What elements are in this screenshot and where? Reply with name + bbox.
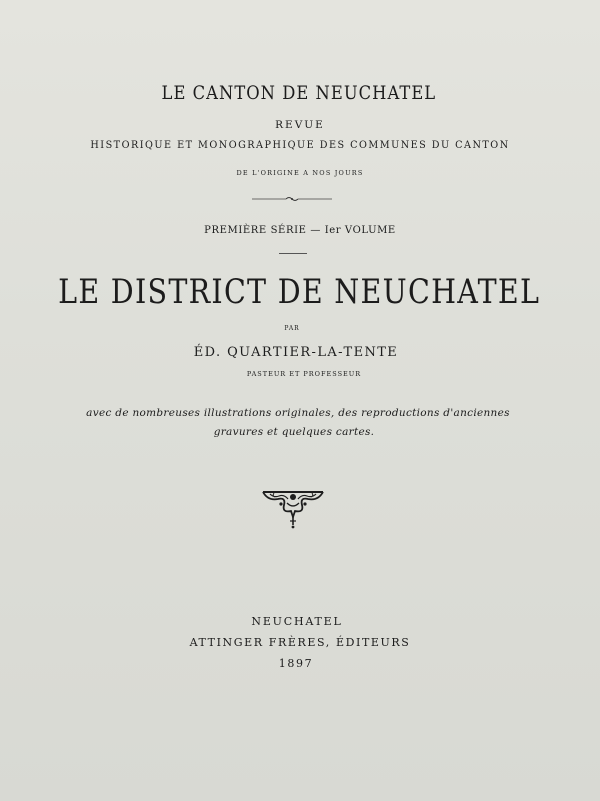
par-label: PAR [284, 325, 300, 332]
dates-line: DE L'ORIGINE A NOS JOURS [236, 169, 364, 177]
publisher: ATTINGER FRÈRES, ÉDITEURS [189, 636, 411, 649]
subtitle: HISTORIQUE ET MONOGRAPHIQUE DES COMMUNES DU CANTON [90, 139, 510, 151]
illustrations-note-line-1: avec de nombreuses illustrations originales, des reproductions d'anciennes [86, 407, 510, 419]
revue-label: REVUE [275, 119, 325, 131]
author-profession: PASTEUR ET PROFESSEUR [246, 370, 362, 378]
illustrations-note-line-2: gravures et quelques cartes. [213, 426, 375, 438]
fleuron-icon [260, 487, 326, 529]
main-title: LE DISTRICT DE NEUCHATEL [58, 272, 541, 312]
author-name: ÉD. QUARTIER-LA-TENTE [193, 345, 399, 360]
publication-place: NEUCHATEL [251, 615, 343, 628]
decorative-rule-icon [252, 195, 332, 203]
publication-year: 1897 [278, 657, 314, 670]
collection-title: LE CANTON DE NEUCHATEL [161, 82, 437, 104]
series-line: PREMIÈRE SÉRIE — Ier VOLUME [204, 225, 396, 236]
short-divider [279, 253, 307, 254]
